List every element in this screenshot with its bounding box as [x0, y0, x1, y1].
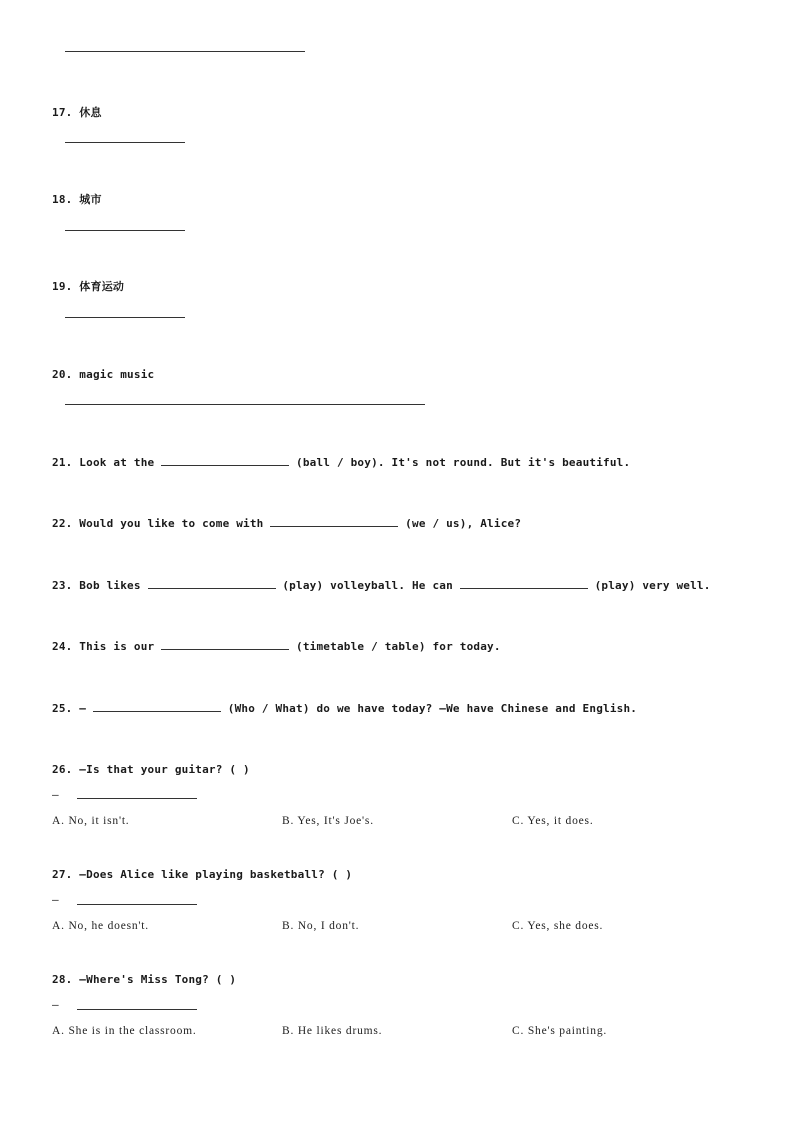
question-text-part2: (Who / What) do we have today? —We have Chinese and English. — [227, 702, 638, 715]
option-a[interactable]: A. No, he doesn't. — [52, 920, 149, 932]
question-26 — [52, 763, 250, 777]
question-number: 23. — [52, 579, 73, 592]
question-number: 24. — [52, 640, 73, 653]
question-number: 21. — [52, 456, 73, 469]
question-number: 20. — [52, 368, 73, 381]
question-23 — [52, 578, 711, 593]
option-c[interactable]: C. Yes, it does. — [512, 815, 594, 827]
question-text: 休息 — [79, 106, 102, 119]
question-number: 26. — [52, 763, 73, 776]
question-text-part1: Would you like to come with — [79, 517, 264, 530]
question-text-part3: (play) very well. — [594, 579, 711, 592]
option-b[interactable]: B. Yes, It's Joe's. — [282, 815, 374, 827]
question-17 — [52, 106, 102, 120]
question-20 — [52, 368, 154, 382]
answer-line-26[interactable] — [77, 798, 197, 799]
question-text: 城市 — [79, 193, 102, 206]
option-c[interactable]: C. Yes, she does. — [512, 920, 604, 932]
question-24 — [52, 639, 501, 654]
question-text-part1: Bob likes — [79, 579, 141, 592]
question-text-part2: (ball / boy). It's not round. But it's beautiful. — [296, 456, 631, 469]
question-text-part1: — — [79, 702, 87, 715]
fill-blank[interactable] — [148, 578, 276, 589]
fill-blank[interactable] — [460, 578, 588, 589]
fill-blank[interactable] — [93, 701, 221, 712]
fill-blank[interactable] — [161, 455, 289, 466]
question-22 — [52, 516, 521, 531]
question-number: 22. — [52, 517, 73, 530]
fill-blank[interactable] — [161, 639, 289, 650]
fill-blank[interactable] — [270, 516, 398, 527]
question-27 — [52, 868, 352, 882]
question-text: —Where's Miss Tong? ( ) — [79, 973, 237, 986]
question-text-part1: Look at the — [79, 456, 155, 469]
answer-line-20[interactable] — [65, 404, 425, 405]
question-text: —Is that your guitar? ( ) — [79, 763, 250, 776]
question-number: 27. — [52, 868, 73, 881]
option-c[interactable]: C. She's painting. — [512, 1025, 608, 1037]
option-b[interactable]: B. He likes drums. — [282, 1025, 383, 1037]
question-text-part2: (timetable / table) for today. — [296, 640, 501, 653]
option-b[interactable]: B. No, I don't. — [282, 920, 360, 932]
answer-line-28[interactable] — [77, 1009, 197, 1010]
answer-dash: — — [52, 788, 59, 801]
answer-line-27[interactable] — [77, 904, 197, 905]
answer-line-top[interactable] — [65, 51, 305, 52]
question-number: 28. — [52, 973, 73, 986]
question-21 — [52, 455, 630, 470]
question-18 — [52, 193, 102, 207]
question-text: magic music — [79, 368, 155, 381]
question-number: 17. — [52, 106, 73, 119]
question-text-part2: (play) volleyball. He can — [282, 579, 453, 592]
question-text-part1: This is our — [79, 640, 155, 653]
question-text: —Does Alice like playing basketball? ( ) — [79, 868, 353, 881]
question-number: 19. — [52, 280, 73, 293]
answer-line-17[interactable] — [65, 142, 185, 143]
option-a[interactable]: A. No, it isn't. — [52, 815, 130, 827]
question-number: 18. — [52, 193, 73, 206]
question-25 — [52, 701, 637, 716]
question-number: 25. — [52, 702, 73, 715]
question-28 — [52, 973, 236, 987]
answer-line-18[interactable] — [65, 230, 185, 231]
option-a[interactable]: A. She is in the classroom. — [52, 1025, 197, 1037]
answer-dash: — — [52, 998, 59, 1011]
question-19 — [52, 280, 124, 294]
answer-dash: — — [52, 893, 59, 906]
answer-line-19[interactable] — [65, 317, 185, 318]
question-text: 体育运动 — [79, 280, 125, 293]
question-text-part2: (we / us), Alice? — [405, 517, 522, 530]
